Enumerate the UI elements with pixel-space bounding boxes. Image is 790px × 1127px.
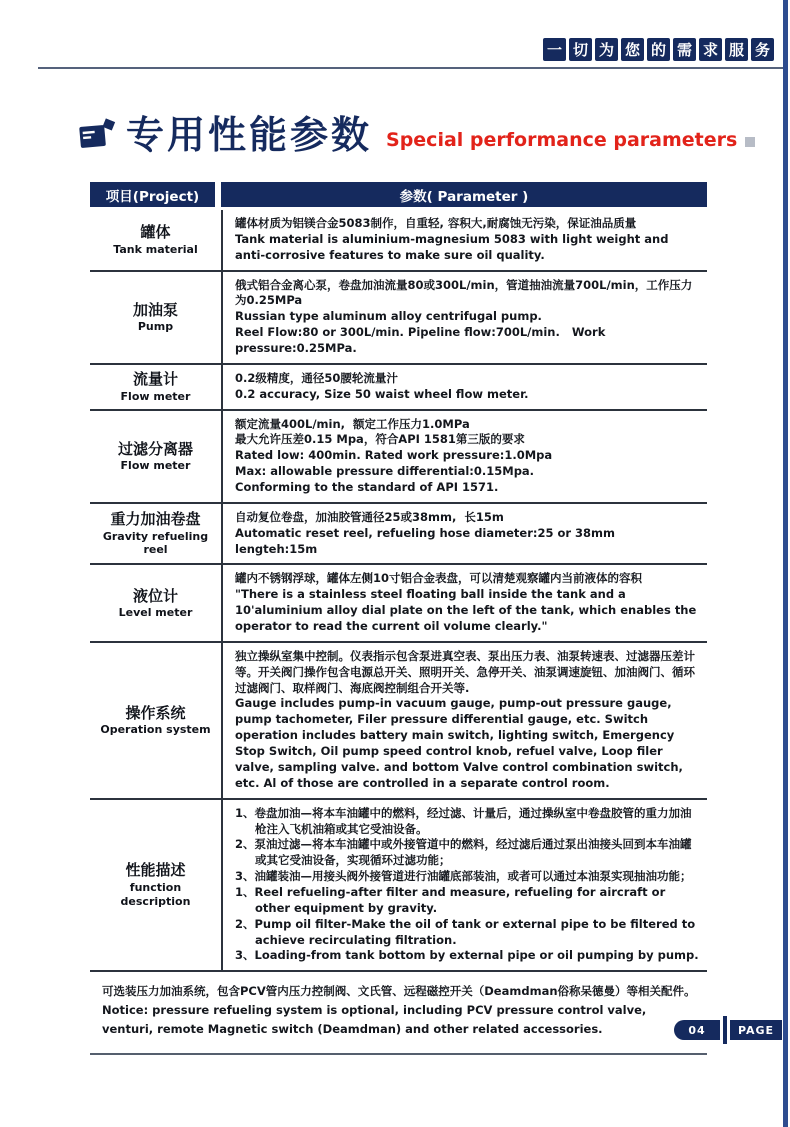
parameter-cell: [221, 643, 707, 798]
slogan-char: 服: [725, 38, 748, 61]
parameter-list-item-cn: 3、油罐装油—用接头阀外接管道进行油罐底部装油，或者可以通过本油泵实现抽油功能；: [235, 869, 692, 884]
parameter-text-en: Russian type aluminum alloy centrifugal pump.: [235, 309, 542, 324]
project-name-en: Level meter: [118, 606, 193, 620]
project-name-cn: 重力加油卷盘: [110, 510, 201, 529]
title-end-square-icon: [745, 137, 755, 147]
project-name-en: Flow meter: [120, 389, 191, 403]
slogan-char: 您: [621, 38, 644, 61]
section-title: [78, 113, 755, 157]
project-cell: [90, 504, 221, 564]
project-cell: [90, 643, 221, 798]
project-name-cn: 加油泵: [132, 300, 178, 319]
page-subtitle: Special performance parameters: [386, 129, 738, 151]
parameter-text-en: Gauge includes pump-in vacuum gauge, pump-out pressure gauge, pump tachometer, Filer pressure differential gauge, etc. Switch operation includes battery main switch, lighting switch, Emergency Stop Switch, Oil pump speed control knob, refuel valve, Loop filer valve, sampling valve. and bottom Valve control combination switch, etc. Al of those are controlled in a separate control room.: [235, 696, 687, 790]
parameter-cell: [221, 210, 707, 270]
parameter-cell: [221, 365, 707, 409]
parameter-text-en: Reel Flow:80 or 300L/min. Pipeline flow:700L/min. Work pressure:0.25MPa.: [235, 325, 610, 356]
parameter-text-en: Tank material is aluminium-magnesium 5083 with light weight and anti-corrosive features to make sure oil quality.: [235, 231, 673, 262]
parameter-text-en: "There is a stainless steel floating ball inside the tank and a 10'aluminium alloy dial plate on the left of the tank, which enables the operator to read the current oil volume clearly.": [235, 587, 701, 634]
section-marker-icon: [78, 117, 116, 151]
parameter-list-item-cn: 2、泵油过滤—将本车油罐中或外接管道中的燃料，经过滤后通过泵出油接头回到本车油罐或其它受油设备，实现循环过滤功能；: [235, 837, 692, 868]
project-name-cn: 过滤分离器: [117, 439, 193, 458]
project-name-en: Flow meter: [120, 459, 191, 473]
parameter-list-item-en: 3、Loading-from tank bottom by external pipe or oil pumping by pump.: [235, 948, 699, 963]
parameter-text-en: 0.2 accuracy, Size 50 waist wheel flow meter.: [235, 386, 529, 401]
table-row: [90, 363, 707, 409]
project-name-en: Gravity refueling reel: [102, 529, 209, 557]
table-body: [90, 210, 707, 972]
parameter-text-cn: 0.2级精度，通径50腰轮流量汁: [235, 370, 398, 385]
parameter-cell: [221, 800, 707, 971]
parameter-list-item-cn: 1、卷盘加油—将本车油罐中的燃料，经过滤、计量后，通过操纵室中卷盘胶管的重力加油枪注入飞机油箱或其它受油设备。: [235, 805, 692, 836]
parameter-cell: [221, 565, 707, 640]
slogan-banner: [543, 38, 774, 61]
slogan-char: 的: [647, 38, 670, 61]
table-row: [90, 409, 707, 502]
column-header-project: 项目(Project): [90, 182, 215, 207]
parameter-text-en: Rated low: 400min. Rated work pressure:1.0Mpa: [235, 448, 553, 463]
project-name-en: Operation system: [100, 723, 211, 737]
parameter-text-cn: 罐体材质为铝镁合金5083制作，自重轻, 容积大,耐腐蚀无污染，保证油品质量: [235, 216, 637, 230]
slogan-char: 为: [595, 38, 618, 61]
project-cell: [90, 272, 221, 363]
parameter-text-en: Automatic reset reel, refueling hose diameter:25 or 38mm lengteh:15m: [235, 525, 620, 556]
right-edge-bar: [783, 0, 788, 1127]
header-divider: [38, 67, 783, 69]
page-title: 专用性能参数: [126, 113, 373, 157]
project-name-cn: 罐体: [140, 223, 171, 242]
project-name-en: Pump: [137, 320, 174, 334]
table-row: [90, 641, 707, 798]
page-footer: [674, 1016, 782, 1044]
parameter-text-cn: 最大允许压差0.15 Mpa，符合API 1581第三版的要求: [235, 432, 525, 447]
notice-cn: 可选装压力加油系统，包含PCV管内压力控制阀、文氏管、远程磁控开关（Deamdman俗称呆德曼）等相关配件。: [102, 984, 696, 999]
page-label: PAGE: [730, 1020, 782, 1040]
table-row: [90, 502, 707, 564]
parameter-text-cn: 独立操纵室集中控制。仪表指示包含泵进真空表、泵出压力表、油泵转速表、过滤器压差计等。开关阀门操作包含电源总开关、照明开关、急停开关、油泵调速旋钮、加油阀门、循环过滤阀门、取样阀门、海底阀控制组合开关等.: [235, 648, 695, 695]
parameter-text-cn: 额定流量400L/min, 额定工作压力1.0MPa: [235, 416, 470, 431]
footer-separator: [723, 1016, 727, 1044]
slogan-char: 务: [751, 38, 774, 61]
project-name-cn: 液位计: [132, 586, 178, 605]
parameter-list-item-en: 2、Pump oil filter-Make the oil of tank or external pipe to be filtered to achieve recirculating filtration.: [235, 916, 700, 947]
parameters-table: [90, 182, 707, 1055]
column-header-parameter: 参数( Parameter ): [221, 182, 707, 207]
project-name-cn: 操作系统: [125, 703, 186, 722]
parameter-cell: [221, 411, 707, 502]
slogan-char: 一: [543, 38, 566, 61]
project-cell: [90, 411, 221, 502]
parameter-text-cn: 自动复位卷盘，加油胶管通径25或38mm, 长15m: [235, 509, 504, 524]
project-name-cn: 性能描述: [125, 861, 186, 880]
project-cell: [90, 365, 221, 409]
parameter-text-en: Conforming to the standard of API 1571.: [235, 480, 499, 495]
parameter-text-en: Max: allowable pressure differential:0.15Mpa.: [235, 464, 535, 479]
notice-en: Notice: pressure refueling system is optional, including PCV pressure control valve, venturi, remote Magnetic switch (Deamdman) and other related accessories.: [102, 1003, 651, 1037]
table-row: [90, 563, 707, 640]
table-row: [90, 270, 707, 363]
parameter-cell: [221, 504, 707, 564]
project-name-en: Tank material: [113, 242, 198, 256]
project-name-cn: 流量计: [132, 370, 178, 389]
parameter-cell: [221, 272, 707, 363]
parameter-text-cn: 罐内不锈钢浮球，罐体左侧10寸铝合金表盘，可以清楚观察罐内当前液体的容积: [235, 571, 642, 586]
table-row: [90, 210, 707, 270]
slogan-char: 切: [569, 38, 592, 61]
parameter-list-item-en: 1、Reel refueling-after filter and measure, refueling for aircraft or other equipment by gravity.: [235, 884, 670, 915]
project-cell: [90, 800, 221, 971]
slogan-char: 需: [673, 38, 696, 61]
slogan-char: 求: [699, 38, 722, 61]
notice-block: [90, 972, 707, 1055]
parameter-text-cn: 俄式铝合金离心泵，卷盘加油流量80或300L/min，管道抽油流量700L/min，工作压力为0.25MPa: [235, 277, 693, 308]
project-name-en: function description: [120, 880, 191, 908]
project-cell: [90, 565, 221, 640]
page-number: 04: [674, 1020, 720, 1040]
table-header: [90, 182, 707, 207]
project-cell: [90, 210, 221, 270]
table-row: [90, 798, 707, 971]
